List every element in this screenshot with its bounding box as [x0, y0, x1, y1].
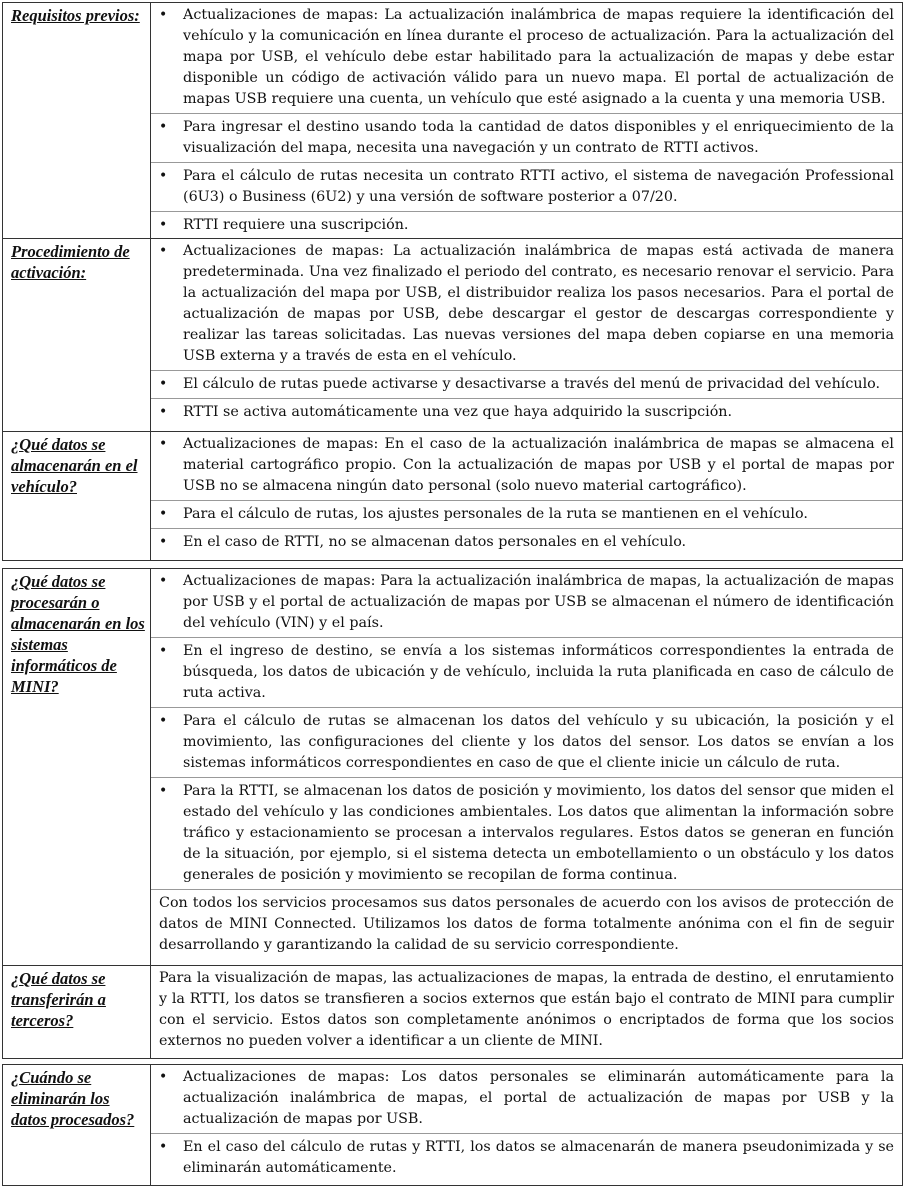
- list-item: • En el caso del cálculo de rutas y RTTI, los datos se almacenarán de manera pseudonimizada y se eliminarán automáticamente.: [157, 1137, 894, 1179]
- list-item: • Para la RTTI, se almacenan los datos de posición y movimiento, los datos del sensor que miden el estado del vehículo y las condiciones ambientales. Los datos que alimentan la información sobre tráfico y estacionamiento se procesan a intervalos regulares. Estos datos se generan en función de la situación, por ejemplo, si el sistema detecta un embotellamiento o un obstáculo y los datos generales de posición y movimiento se recopilan de forma continua.: [157, 781, 894, 886]
- list-item: • RTTI requiere una suscripción.: [157, 215, 894, 236]
- list-item: • Actualizaciones de mapas: La actualización inalámbrica de mapas requiere la identificación del vehículo y la comunicación en línea durante el proceso de actualización. Para la actualización del mapa por USB, el vehículo debe estar habilitado para la actualización de mapas y debe estar disponible un código de activación válido para un nuevo mapa. El portal de actualización de mapas USB requiere una cuenta, un vehículo que esté asignado a la cuenta y una memoria USB.: [157, 5, 894, 110]
- list-item: • En el ingreso de destino, se envía a los sistemas informáticos correspondientes la entrada de búsqueda, los datos de ubicación y de vehículo, incluida la ruta planificada en caso de cálculo de ruta activa.: [157, 641, 894, 704]
- row-content-cell: [151, 569, 903, 966]
- note-paragraph: Con todos los servicios procesamos sus datos personales de acuerdo con los avisos de protección de datos de MINI Connected. Utilizamos los datos de forma totalmente anónima con el fin de seguir desarrollando y garantizando la calidad de su servicio correspondiente.: [159, 895, 894, 953]
- row-content-cell: [151, 239, 903, 432]
- row-label: ¿Qué datos se transferirán a terceros?: [11, 969, 106, 1030]
- bullet-list: [157, 5, 894, 236]
- list-item: • Actualizaciones de mapas: Los datos personales se eliminarán automáticamente para la actualización inalámbrica de mapas, el portal de actualización de mapas por USB y la actualización de mapas por USB.: [157, 1067, 894, 1130]
- list-item: • En el caso de RTTI, no se almacenan datos personales en el vehículo.: [157, 532, 894, 553]
- list-item: • Para el cálculo de rutas necesita un contrato RTTI activo, el sistema de navegación Professional (6U3) o Business (6U2) y una versión de software posterior a 07/20.: [157, 166, 894, 208]
- list-item: • Actualizaciones de mapas: La actualización inalámbrica de mapas está activada de manera predeterminada. Una vez finalizado el periodo del contrato, es necesario renovar el servicio. Para la actualización del mapa por USB, el distribuidor realiza los pasos necesarios. Para el portal de actualización de mapas por USB, debe descargar el gestor de descargas correspondiente y realizar las tareas solicitadas. Las nuevas versiones del mapa deben copiarse en una memoria USB externa y a través de esta en el vehículo.: [157, 241, 894, 367]
- bullet-list: [157, 241, 894, 423]
- row-terceros: [3, 966, 903, 1059]
- row-label-cell: [3, 1065, 151, 1186]
- bullet-list: [157, 1067, 894, 1179]
- row-content-cell: [151, 966, 903, 1059]
- row-eliminacion: [3, 1065, 903, 1186]
- row-sistemas-mini: [3, 569, 903, 966]
- list-item: • RTTI se activa automáticamente una vez que haya adquirido la suscripción.: [157, 402, 894, 423]
- row-label-cell: [3, 432, 151, 561]
- table-part-1: [2, 2, 903, 561]
- row-label-cell: [3, 569, 151, 966]
- row-label: ¿Qué datos se almacenarán en el vehículo?: [11, 435, 138, 496]
- row-content-cell: [151, 432, 903, 561]
- row-requisitos: [3, 3, 903, 239]
- list-item: • El cálculo de rutas puede activarse y desactivarse a través del menú de privacidad del vehículo.: [157, 374, 894, 395]
- bullet-list: [157, 434, 894, 553]
- list-item: • Para ingresar el destino usando toda la cantidad de datos disponibles y el enriquecimiento de la visualización del mapa, necesita una navegación y un contrato de RTTI activos.: [157, 117, 894, 159]
- row-label-cell: [3, 966, 151, 1059]
- row-label-cell: [3, 3, 151, 239]
- row-content-cell: [151, 3, 903, 239]
- row-activacion: [3, 239, 903, 432]
- table-part-2: [2, 568, 903, 1059]
- list-item: • Actualizaciones de mapas: En el caso de la actualización inalámbrica de mapas se almacena el material cartográfico propio. Con la actualización de mapas por USB y el portal de mapas por USB no se almacena ningún dato personal (solo nuevo material cartográfico).: [157, 434, 894, 497]
- row-label: Procedimiento de activación:: [11, 242, 130, 282]
- list-item: • Para el cálculo de rutas, los ajustes personales de la ruta se mantienen en el vehículo.: [157, 504, 894, 525]
- list-item: • Actualizaciones de mapas: Para la actualización inalámbrica de mapas, la actualización de mapas por USB y el portal de actualización de mapas por USB se almacenan el número de identificación del vehículo (VIN) y el país.: [157, 571, 894, 634]
- row-label: ¿Cuándo se eliminarán los datos procesados?: [11, 1068, 135, 1129]
- bullet-list: [157, 571, 894, 886]
- row-label: ¿Qué datos se procesarán o almacenarán en los sistemas informáticos de MINI?: [11, 572, 145, 696]
- row-label-cell: [3, 239, 151, 432]
- list-item: • Para el cálculo de rutas se almacenan los datos del vehículo y su ubicación, la posición y el movimiento, las configuraciones del cliente y los datos del sensor. Los datos se envían a los sistemas informáticos correspondientes en caso de que el cliente inicie un cálculo de ruta.: [157, 711, 894, 774]
- row-content-cell: [151, 1065, 903, 1186]
- table-part-3: [2, 1064, 903, 1186]
- body-paragraph: Para la visualización de mapas, las actualizaciones de mapas, la entrada de destino, el enrutamiento y la RTTI, los datos se transfieren a socios externos que están bajo el contrato de MINI para cumplir con el servicio. Estos datos son completamente anónimos o encriptados de forma que los socios externos no pueden volver a identificar a un cliente de MINI.: [159, 970, 894, 1049]
- row-vehiculo: [3, 432, 903, 561]
- row-label: Requisitos previos:: [11, 6, 140, 25]
